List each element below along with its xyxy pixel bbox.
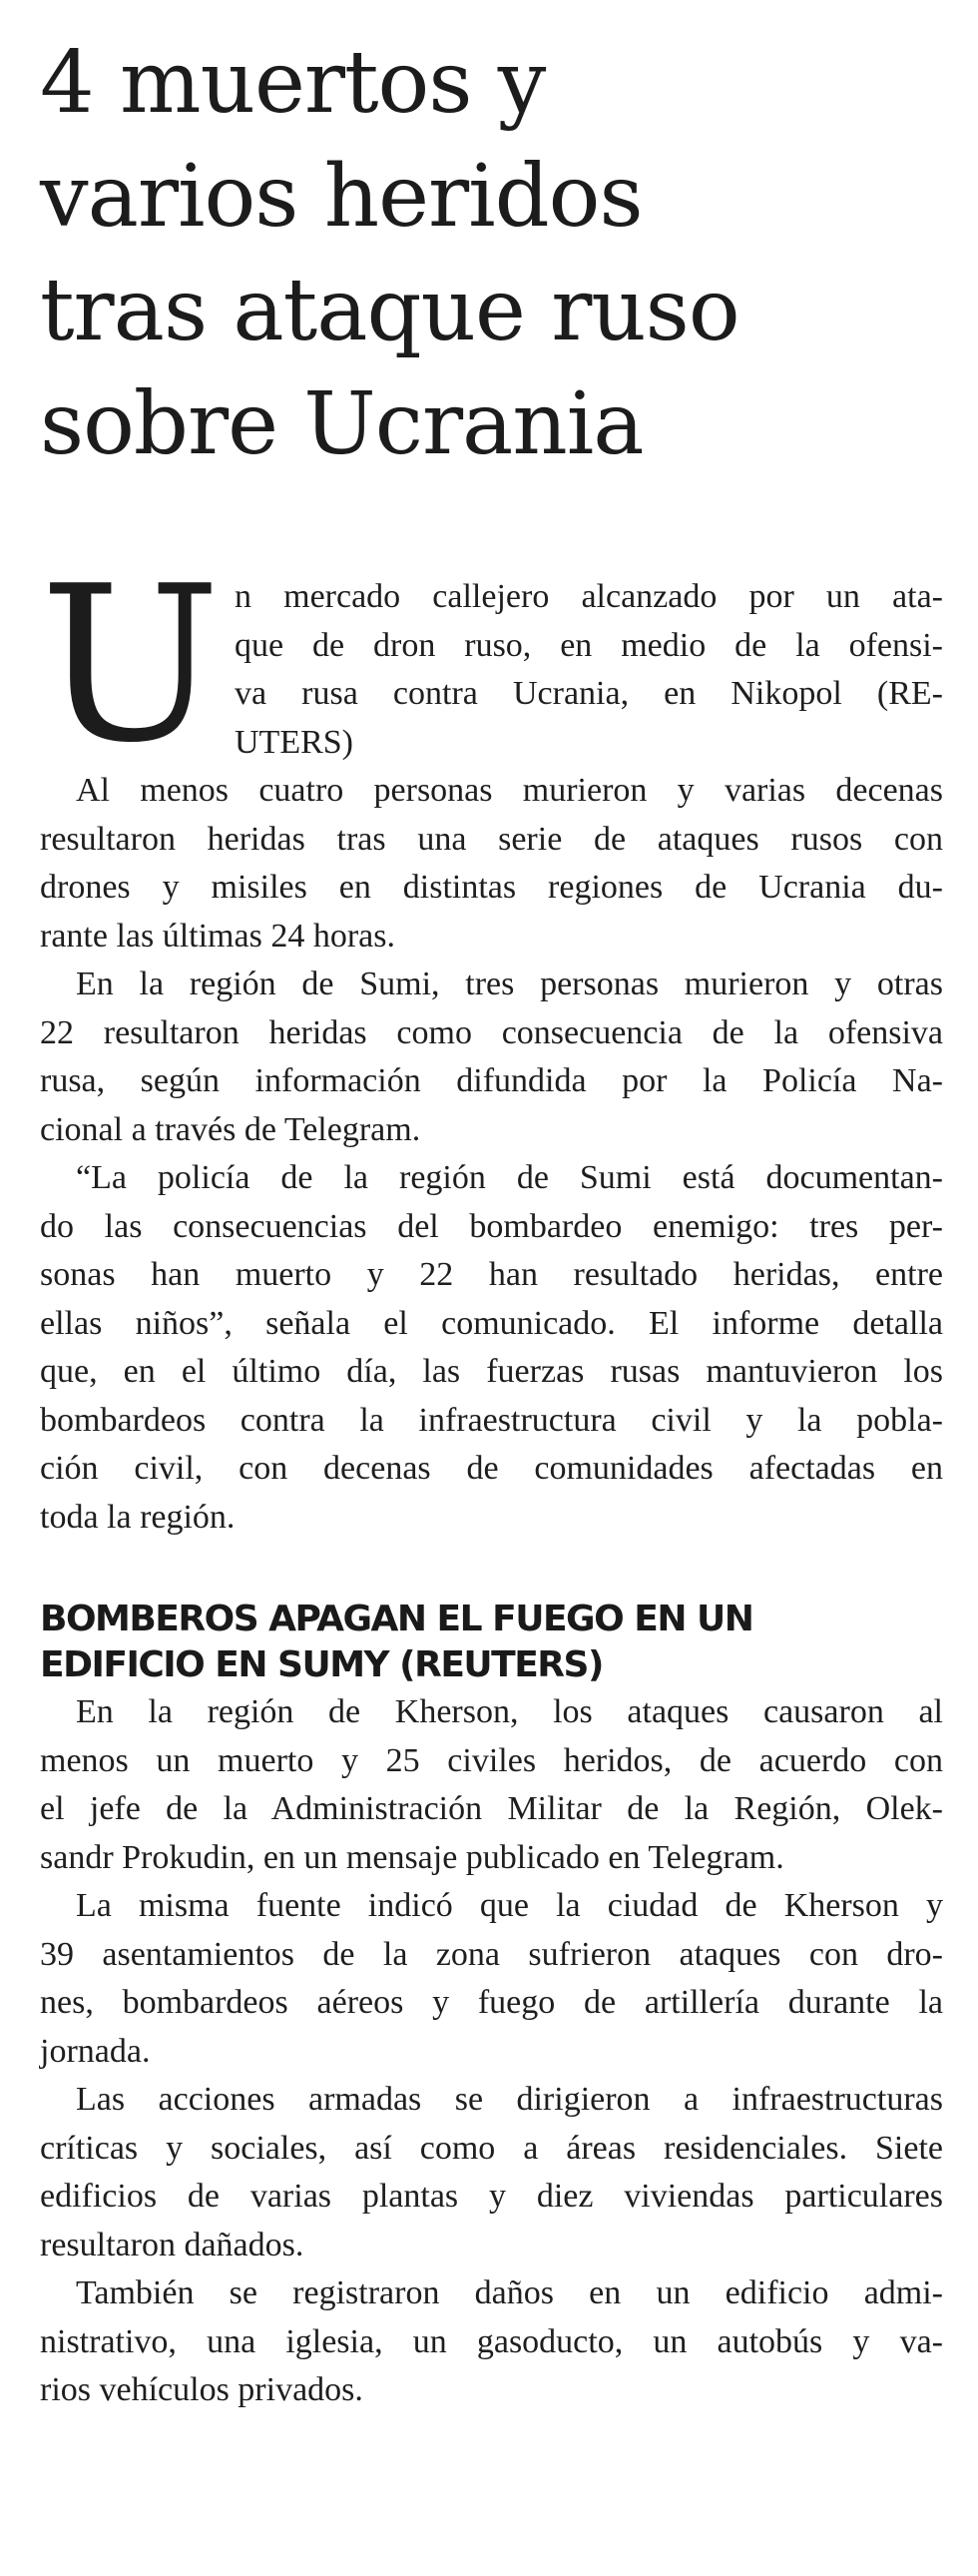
lede-line: n mercado callejero alcanzado por un ata- bbox=[235, 578, 943, 615]
paragraph-line: rios vehículos privados. bbox=[40, 2371, 363, 2408]
lede-line: que de dron ruso, en medio de la ofensi- bbox=[235, 626, 943, 664]
paragraph-line: menos un muerto y 25 civiles heridos, de acuerdo con bbox=[40, 1741, 943, 1779]
headline-line: 4 muertos y bbox=[40, 33, 546, 133]
paragraph-line: críticas y sociales, así como a áreas residenciales. Siete bbox=[40, 2129, 943, 2167]
subhead-line: EDIFICIO EN SUMY (REUTERS) bbox=[40, 1644, 603, 1685]
paragraph-line: sonas han muerto y 22 han resultado heridas, entre bbox=[40, 1256, 943, 1293]
paragraph bbox=[40, 767, 943, 961]
paragraph-line: sandr Prokudin, en un mensaje publicado en Telegram. bbox=[40, 1838, 784, 1876]
headline bbox=[40, 26, 943, 481]
paragraph bbox=[40, 2076, 943, 2269]
paragraph-line: cional a través de Telegram. bbox=[40, 1110, 421, 1148]
article-body bbox=[40, 539, 943, 2415]
paragraph-line: “La policía de la región de Sumi está documentan- bbox=[76, 1159, 943, 1196]
paragraph-line: En la región de Sumi, tres personas murieron y otras bbox=[76, 966, 943, 1002]
paragraph-line: jornada. bbox=[40, 2032, 151, 2070]
paragraph-line: bombardeos contra la infraestructura civil y la pobla- bbox=[40, 1401, 943, 1439]
paragraph-line: Al menos cuatro personas murieron y varias decenas bbox=[76, 772, 943, 809]
paragraph-line: rante las últimas 24 horas. bbox=[40, 917, 395, 955]
paragraph-line: Las acciones armadas se dirigieron a infraestructuras bbox=[76, 2081, 943, 2118]
paragraph-line: do las consecuencias del bombardeo enemigo: tres per- bbox=[40, 1207, 943, 1245]
paragraph-line: La misma fuente indicó que la ciudad de Kherson y bbox=[76, 1887, 943, 1924]
paragraph bbox=[40, 2269, 943, 2415]
paragraph-line: ción civil, con decenas de comunidades afectadas en bbox=[40, 1450, 943, 1487]
lede-caption bbox=[40, 539, 943, 790]
drop-cap: U bbox=[40, 539, 222, 790]
paragraph-line: 22 resultaron heridas como consecuencia de la ofensiva bbox=[40, 1013, 943, 1051]
headline-line: tras ataque ruso bbox=[40, 261, 739, 360]
article bbox=[40, 0, 943, 2415]
paragraph-line: nistrativo, una iglesia, un gasoducto, un autobús y va- bbox=[40, 2322, 943, 2360]
paragraph-line: rusa, según información difundida por la Policía Na- bbox=[40, 1062, 943, 1099]
photo-caption-subhead bbox=[40, 1597, 943, 1688]
paragraph bbox=[40, 1882, 943, 2076]
paragraph bbox=[40, 1154, 943, 1542]
paragraph-line: que, en el último día, las fuerzas rusas mantuvieron los bbox=[40, 1353, 943, 1390]
paragraph-line: En la región de Kherson, los ataques causaron al bbox=[76, 1693, 943, 1730]
subhead-line: BOMBEROS APAGAN EL FUEGO EN UN bbox=[40, 1599, 753, 1639]
paragraph-line: resultaron dañados. bbox=[40, 2226, 304, 2263]
headline-line: varios heridos bbox=[40, 147, 643, 247]
paragraph-line: nes, bombardeos aéreos y fuego de artillería durante la bbox=[40, 1984, 943, 2021]
paragraph-line: drones y misiles en distintas regiones de Ucrania du- bbox=[40, 869, 943, 906]
paragraph-line: resultaron heridas tras una serie de ataques rusos con bbox=[40, 820, 943, 858]
paragraph-line: el jefe de la Administración Militar de la Región, Olek- bbox=[40, 1790, 943, 1827]
paragraph-line: ellas niños”, señala el comunicado. El informe detalla bbox=[40, 1304, 943, 1342]
paragraph-line: 39 asentamientos de la zona sufrieron ataques con dro- bbox=[40, 1935, 943, 1973]
paragraph-line: toda la región. bbox=[40, 1498, 236, 1536]
lede-line: UTERS) bbox=[235, 723, 353, 761]
paragraph bbox=[40, 961, 943, 1154]
paragraph bbox=[40, 1688, 943, 1882]
paragraph-line: También se registraron daños en un edificio admi- bbox=[76, 2274, 943, 2311]
lede-line: va rusa contra Ucrania, en Nikopol (RE- bbox=[235, 675, 943, 712]
headline-line: sobre Ucrania bbox=[40, 374, 644, 474]
paragraph-line: edificios de varias plantas y diez viviendas particulares bbox=[40, 2178, 943, 2215]
